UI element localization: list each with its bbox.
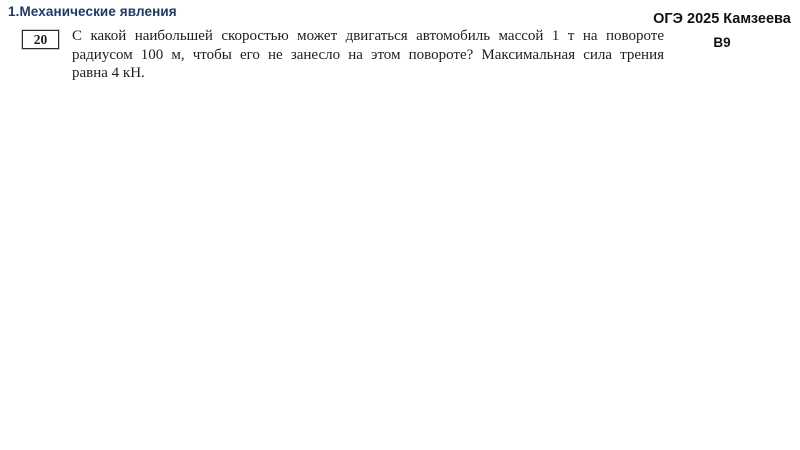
variant-label: В9	[713, 35, 731, 50]
problem-text-line: равна 4 кН.	[72, 65, 145, 81]
source-block	[652, 11, 792, 50]
problem-number: 20	[33, 31, 48, 47]
section-title: 1.Механические явления	[8, 4, 177, 19]
problem-text-line: С какой наибольшей скоростью может двигаться автомобиль массой 1 т на повороте	[72, 28, 664, 44]
source-label: ОГЭ 2025 Камзеева	[653, 11, 791, 27]
problem-text	[72, 27, 664, 83]
problem-number-box	[22, 30, 59, 49]
problem-text-line: радиусом 100 м, чтобы его не занесло на этом повороте? Максимальная сила трения	[72, 46, 664, 63]
